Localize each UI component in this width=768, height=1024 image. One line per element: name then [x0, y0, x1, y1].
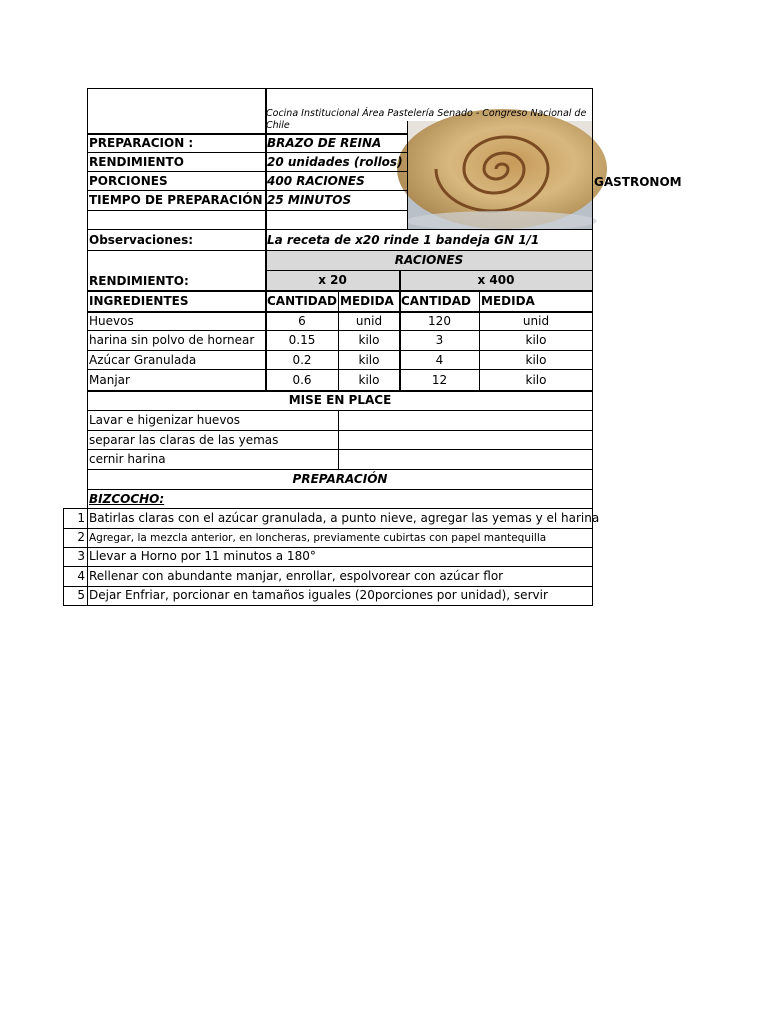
line — [407, 121, 408, 229]
step-number: 2 — [77, 530, 85, 544]
rendimiento-label: RENDIMIENTO — [89, 155, 184, 169]
ingredient-unit-x400: kilo — [525, 373, 547, 387]
x400-label: x 400 — [477, 273, 515, 287]
institution-title: Cocina Institucional Área Pastelería Senado - Congreso Nacional de Chile — [266, 108, 587, 131]
mise-en-place-item: Lavar e higenizar huevos — [89, 413, 241, 427]
col-header-cantidad-x400: CANTIDAD — [401, 294, 471, 308]
line — [87, 508, 88, 605]
ingredient-unit-x20: unid — [355, 314, 383, 328]
side-text: GASTRONOM — [594, 175, 682, 189]
ingredient-qty-x20: 0.2 — [292, 353, 312, 367]
ingredient-qty-x400: 12 — [431, 373, 448, 387]
ingredient-name: Manjar — [89, 373, 130, 387]
ingredient-unit-x20: kilo — [358, 333, 380, 347]
mise-en-place-item: separar las claras de las yemas — [89, 433, 279, 447]
step-number: 5 — [77, 588, 85, 602]
ingredient-qty-x20: 6 — [298, 314, 306, 328]
line — [338, 410, 339, 469]
porciones-label: PORCIONES — [89, 174, 168, 188]
step-number: 3 — [77, 549, 85, 563]
line — [87, 88, 593, 89]
col-header-ingredientes: INGREDIENTES — [89, 294, 189, 308]
tiempo-label: TIEMPO DE PREPARACIÓN — [89, 193, 263, 207]
mise-en-place-item: cernir harina — [89, 452, 166, 466]
observaciones-value: La receta de x20 rinde 1 bandeja GN 1/1 — [267, 233, 540, 247]
step-text: Llevar a Horno por 11 minutos a 180° — [89, 549, 316, 563]
ingredient-name: harina sin polvo de hornear — [89, 333, 255, 347]
step-number: 4 — [77, 569, 85, 583]
preparacion-title: PREPARACIÓN — [292, 472, 388, 486]
step-text: Dejar Enfriar, porcionar en tamaños iguales (20porciones por unidad), servir — [89, 588, 548, 602]
ingredient-name: Huevos — [89, 314, 134, 328]
ingredient-unit-x20: kilo — [358, 373, 380, 387]
col-header-cantidad-x20: CANTIDAD — [267, 294, 337, 308]
col-header-medida-x20: MEDIDA — [340, 294, 394, 308]
ingredient-unit-x20: kilo — [358, 353, 380, 367]
ingredient-qty-x20: 0.15 — [288, 333, 316, 347]
ingredient-unit-x400: kilo — [525, 333, 547, 347]
ingredient-qty-x400: 4 — [435, 353, 444, 367]
ingredient-qty-x400: 3 — [435, 333, 444, 347]
ingredient-unit-x400: unid — [522, 314, 550, 328]
mise-en-place-title: MISE EN PLACE — [288, 393, 392, 407]
line — [87, 229, 593, 230]
rendimiento-value: 20 unidades (rollos) — [267, 155, 403, 169]
line — [87, 88, 88, 508]
line — [63, 605, 593, 606]
bizcocho-subtitle: BIZCOCHO: — [89, 492, 165, 506]
rendimiento-raciones-label: RENDIMIENTO: — [89, 274, 189, 288]
line — [87, 210, 407, 211]
ingredient-qty-x20: 0.6 — [292, 373, 312, 387]
step-number: 1 — [77, 511, 85, 525]
preparacion-value: BRAZO DE REINA — [267, 136, 382, 150]
brazo-de-reina-photo — [407, 121, 593, 229]
raciones-title: RACIONES — [394, 253, 464, 267]
ingredient-unit-x400: kilo — [525, 353, 547, 367]
preparacion-label: PREPARACION : — [89, 136, 194, 150]
tiempo-value: 25 MINUTOS — [267, 193, 352, 207]
x20-label: x 20 — [318, 273, 347, 287]
step-text: Agregar, la mezcla anterior, en loncheras, previamente cubirtas con papel mantequilla — [89, 532, 547, 544]
observaciones-label: Observaciones: — [89, 233, 194, 247]
line — [592, 88, 593, 605]
step-text: Rellenar con abundante manjar, enrollar, espolvorear con azúcar flor — [89, 569, 504, 583]
porciones-value: 400 RACIONES — [267, 174, 365, 188]
col-header-medida-x400: MEDIDA — [481, 294, 535, 308]
ingredient-qty-x400: 120 — [428, 314, 451, 328]
step-text: Batirlas claras con el azúcar granulada, a punto nieve, agregar las yemas y el harina — [89, 511, 600, 525]
ingredient-name: Azúcar Granulada — [89, 353, 197, 367]
